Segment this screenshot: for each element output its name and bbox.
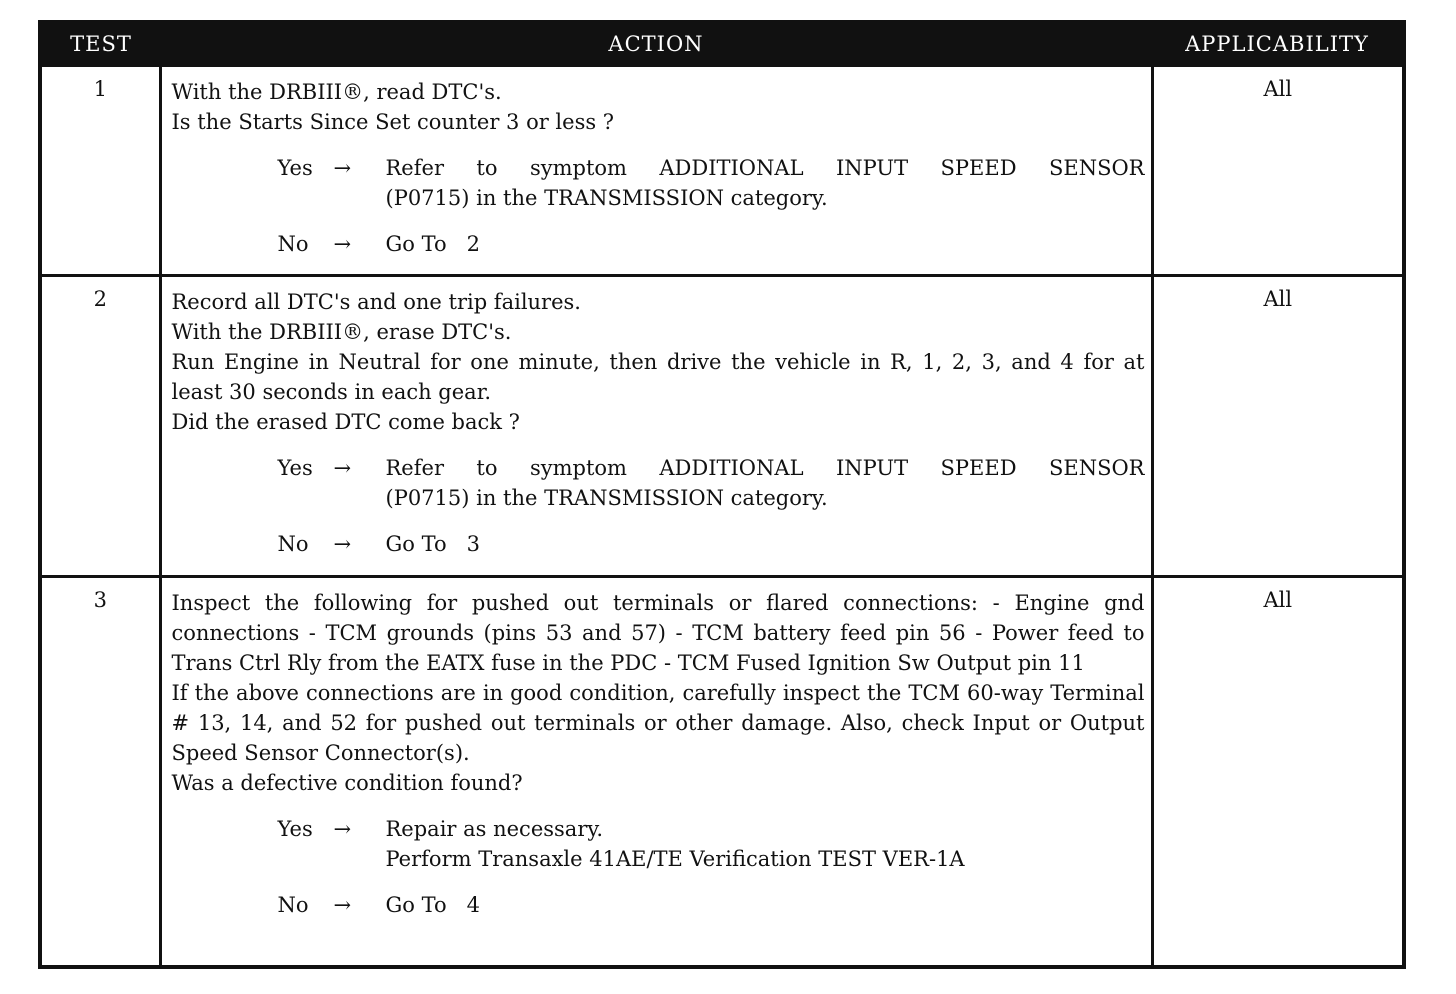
no-label: No	[277, 232, 309, 256]
header-applicability: APPLICABILITY	[1152, 22, 1404, 66]
action-step: Record all DTC's and one trip failures.	[171, 290, 581, 314]
header-action: ACTION	[160, 22, 1152, 66]
table-row	[40, 276, 1404, 577]
arrow-icon: →	[333, 156, 352, 180]
action-step: Is the Starts Since Set counter 3 or less ?	[171, 110, 615, 134]
test-number: 3	[40, 577, 160, 967]
action-step: Was a defective condition found?	[171, 771, 523, 795]
applicability-value: All	[1152, 577, 1404, 967]
action-step: Did the erased DTC come back ?	[171, 410, 520, 434]
no-result	[278, 229, 1145, 259]
no-text: Go To 3	[385, 532, 480, 556]
yes-text: Perform Transaxle 41AE/TE Verification TEST VER-1A	[385, 847, 965, 871]
action-step: With the DRBIII®, erase DTC's.	[171, 320, 512, 344]
table-row	[40, 66, 1404, 276]
applicability-value: All	[1152, 276, 1404, 577]
action-step: Run Engine in Neutral for one minute, then drive the vehicle in R, 1, 2, 3, and 4 for at least 30 seconds in each gear.	[171, 350, 1145, 404]
yes-text: (P0715) in the TRANSMISSION category.	[385, 486, 828, 510]
arrow-icon: →	[333, 817, 352, 841]
yes-label: Yes	[277, 817, 313, 841]
yes-text: Refer to symptom ADDITIONAL INPUT SPEED SENSOR	[385, 156, 1145, 180]
arrow-icon: →	[333, 532, 352, 556]
yes-result	[278, 453, 1145, 513]
no-label: No	[277, 532, 309, 556]
yes-text: Refer to symptom ADDITIONAL INPUT SPEED SENSOR	[385, 456, 1145, 480]
action-step: Inspect the following for pushed out terminals or flared connections: - Engine gnd connections - TCM grounds (pins 53 and 57) - TCM battery feed pin 56 - Power feed to Trans Ctrl Rly from the EATX fuse in the PDC - TCM Fused Ignition Sw Output pin 11	[171, 591, 1145, 675]
no-result	[278, 529, 1145, 559]
action-step: If the above connections are in good condition, carefully inspect the TCM 60-way Terminal # 13, 14, and 52 for pushed out terminals or other damage. Also, check Input or Output Speed Sensor Connector(s).	[171, 681, 1145, 765]
arrow-icon: →	[333, 232, 352, 256]
table-row	[40, 577, 1404, 967]
yes-text: Repair as necessary.	[385, 817, 604, 841]
yes-result	[278, 153, 1145, 213]
action-cell	[160, 66, 1152, 276]
diagnostic-test-table	[38, 20, 1406, 969]
yes-text: (P0715) in the TRANSMISSION category.	[385, 186, 828, 210]
action-step: With the DRBIII®, read DTC's.	[171, 80, 502, 104]
no-text: Go To 2	[385, 232, 480, 256]
arrow-icon: →	[333, 456, 352, 480]
action-cell	[160, 276, 1152, 577]
applicability-value: All	[1152, 66, 1404, 276]
header-test: TEST	[40, 22, 160, 66]
test-number: 1	[40, 66, 160, 276]
no-result	[278, 890, 1145, 920]
action-cell	[160, 577, 1152, 967]
no-label: No	[277, 893, 309, 917]
table-header-row	[40, 22, 1404, 66]
yes-label: Yes	[277, 156, 313, 180]
test-number: 2	[40, 276, 160, 577]
yes-label: Yes	[277, 456, 313, 480]
no-text: Go To 4	[385, 893, 480, 917]
arrow-icon: →	[333, 893, 352, 917]
yes-result	[278, 814, 1145, 874]
